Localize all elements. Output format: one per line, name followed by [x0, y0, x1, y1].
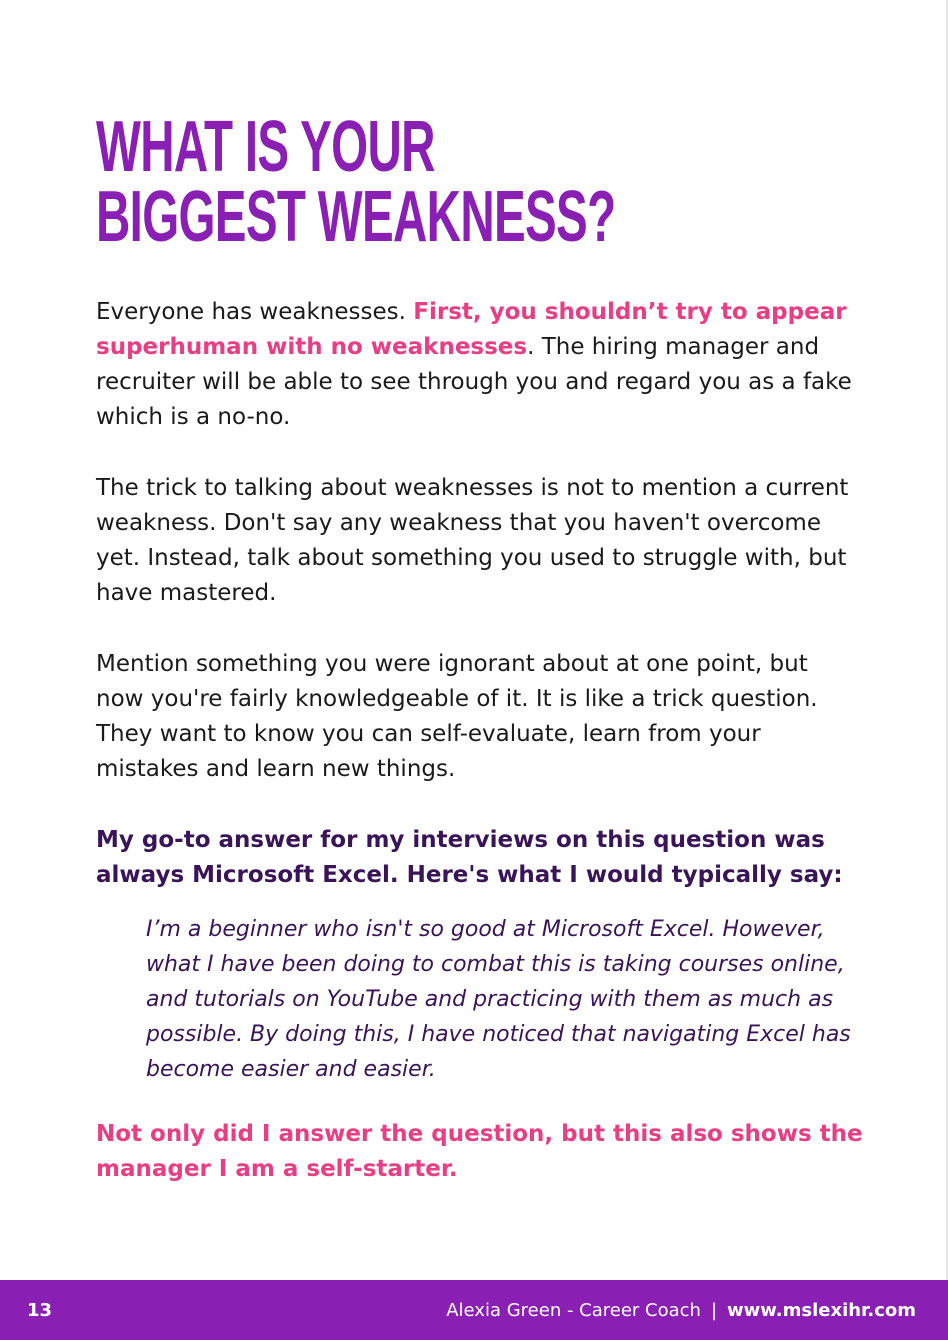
paragraph-intro-highlight: First, you shouldn’t try to appear superhuman with no weaknesses	[96, 299, 847, 360]
closing-statement: Not only did I answer the question, but this also shows the manager I am a self-starter.	[96, 1121, 863, 1182]
answer-lead: My go-to answer for my interviews on this question was always Microsoft Excel. Here's what I would typically say:	[96, 827, 843, 888]
title-line-1: WHAT IS YOUR	[96, 107, 435, 187]
paragraph-intro	[96, 295, 856, 435]
page-footer	[0, 1280, 948, 1340]
footer-website-link[interactable]: www.mslexihr.com	[727, 1300, 916, 1321]
footer-credit	[446, 1300, 916, 1321]
footer-author: Alexia Green - Career Coach	[446, 1300, 701, 1321]
paragraph-trick: The trick to talking about weaknesses is not to mention a current weakness. Don't say any weakness that you haven't overcome yet. Instead, talk about something you used to struggle with, but have mastered.	[96, 475, 849, 606]
sample-answer-quote: I’m a beginner who isn't so good at Microsoft Excel. However, what I have been doing to combat this is taking courses online, and tutorials on YouTube and practicing with them as much as possible. By doing this, I have noticed that navigating Excel has become easier and easier.	[146, 917, 851, 1082]
footer-separator: |	[710, 1300, 718, 1321]
page-title	[96, 107, 616, 257]
paragraph-intro-rest: . The hiring manager and recruiter will be able to see through you and regard you as a fake which is a no-no.	[96, 334, 852, 430]
title-line-2: BIGGEST WEAKNESS?	[96, 177, 616, 257]
page-number: 13	[27, 1300, 53, 1321]
paragraph-intro-start: Everyone has weaknesses.	[96, 299, 414, 325]
paragraph-mention: Mention something you were ignorant about at one point, but now you're fairly knowledgeable of it. It is like a trick question. They want to know you can self-evaluate, learn from your mistakes and learn new things.	[96, 651, 818, 782]
